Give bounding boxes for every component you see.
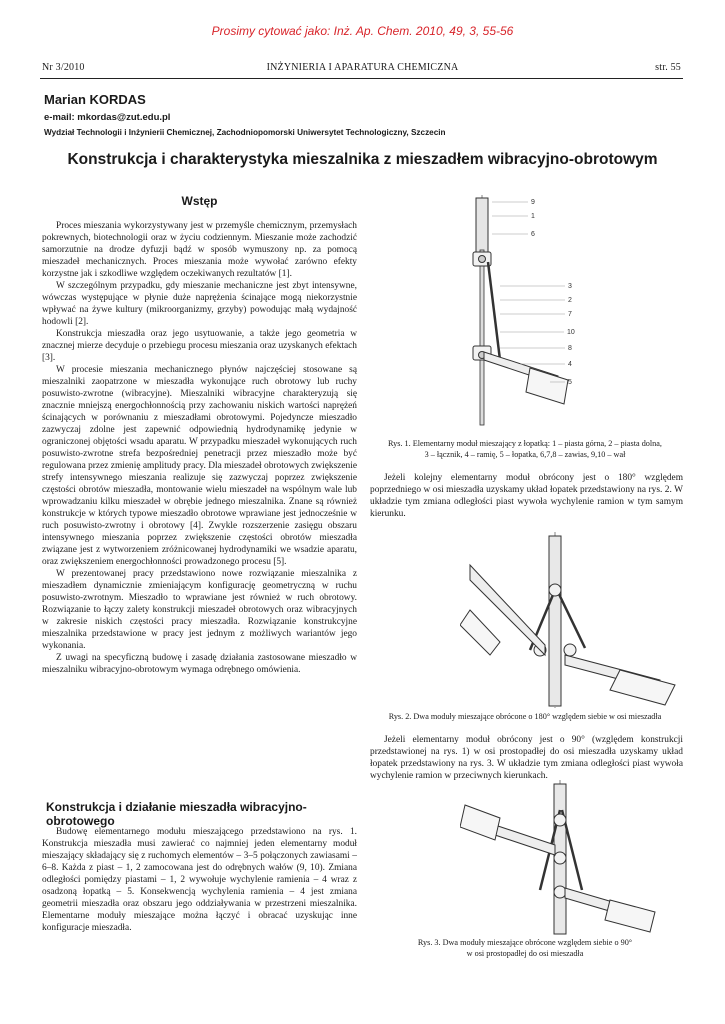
author-name: Marian KORDAS — [44, 92, 146, 107]
section2-body — [42, 826, 357, 934]
author-affiliation: Wydział Technologii i Inżynierii Chemicznej, Zachodniopomorski Uniwersytet Technologiczny, Szczecin — [44, 128, 446, 137]
right-paragraph-2 — [370, 734, 683, 782]
intro-paragraph: W szczególnym przypadku, gdy mieszanie mechaniczne jest zbyt intensywne, wówczas występujące w płynie duże naprężenia ścinające mogą niekorzystnie wpływać na żywe kultury (mikroorganizmy, grzyby) powodując małą wydajność hodowli [2]. — [42, 281, 357, 327]
fig1-label: 7 — [568, 311, 572, 318]
right-paragraph-text: Jeżeli kolejny elementarny moduł obrócony jest o 180° względem poprzedniego w osi mieszadła uzyskamy układ łopatek przedstawiony na rys. 2. W układzie tym zmiana odległości piast wywoła wychylenie ramion w tym samym kierunku. — [370, 473, 683, 519]
figure1-mixer-module — [440, 190, 590, 430]
figure1-caption-line: Rys. 1. Elementarny moduł mieszający z łopatką: 1 – piasta górna, 2 – piasta dolna, — [388, 439, 662, 448]
intro-heading: Wstęp — [181, 194, 218, 208]
intro-paragraph: Z uwagi na specyficzną budowę i zasadę działania zastosowane mieszadło w mieszalniku wibracyjno-obrotowym wymaga odrębnego omówienia. — [42, 653, 357, 675]
journal-name: INŻYNIERIA I APARATURA CHEMICZNA — [266, 62, 459, 73]
figure2-two-modules-180 — [460, 530, 680, 710]
issue-number: Nr 3/2010 — [42, 62, 85, 73]
author-email: e-mail: mkordas@zut.edu.pl — [44, 112, 171, 123]
fig1-label: 5 — [568, 379, 572, 386]
figure3-caption — [366, 938, 684, 959]
page-number: str. 55 — [655, 62, 681, 73]
citation-note: Prosimy cytować jako: Inż. Ap. Chem. 2010, 49, 3, 55-56 — [211, 24, 514, 38]
fig1-label: 9 — [531, 199, 535, 206]
intro-body — [42, 220, 357, 676]
section2-paragraph: Budowę elementarnego modułu mieszającego przedstawiono na rys. 1. Konstrukcja mieszadła musi zawierać co najmniej jeden elementarny moduł mieszający składający się z ruchomych elementów – 3–5 połączonych zawiasami – 6–8. Każda z piast – 1, 2 zamocowana jest do odrębnych wałów (9, 10). Zmiana odległości pomiędzy piastami – 1, 2 wywołuje wychylenie ramienia – 4 wraz z osadzoną łopatką – 5. Konsekwencją wychylenia ramienia – 4 jest zmiana geometrii mieszadła oraz obszaru jego oddziaływania w przestrzeni mieszalnika. Elementarne moduły mieszające można łączyć i obracać uzyskując inne konfiguracje mieszadła. — [42, 827, 357, 933]
figure3-two-modules-90 — [460, 780, 660, 935]
intro-paragraph: Konstrukcja mieszadła oraz jego usytuowanie, a także jego geometria w znacznej mierze decyduje o przebiegu procesu mieszania oraz uzyskanych efektach [3]. — [42, 329, 357, 363]
fig1-label: 4 — [568, 361, 572, 368]
fig1-label: 8 — [568, 345, 572, 352]
figure3-caption-line: Rys. 3. Dwa moduły mieszające obrócone względem siebie o 90° — [417, 938, 633, 947]
intro-paragraph: W prezentowanej pracy przedstawiono nowe rozwiązanie mieszalnika z mieszadłem dynamicznie zmieniającym konfigurację geometryczną w ruchu posuwisto-zwrotnym. Mieszadło to wprawiane jest również w ruch obrotowy. Rozwiązanie to łączy zalety konstrukcji mieszadeł obrotowych oraz wibracyjnych w zakresie niskich częstości pracy mieszadła. Rozwiązanie konstrukcyjne mieszalnika przedstawione w pracy jest jednym z możliwych wariantów jego wykonania. — [42, 569, 357, 651]
section2-heading: Konstrukcja i działanie mieszadła wibracyjno-obrotowego — [46, 800, 307, 828]
fig1-label: 1 — [531, 213, 535, 220]
figure3-caption-line: w osi prostopadłej do osi mieszadła — [466, 948, 584, 958]
fig1-label: 6 — [531, 231, 535, 238]
fig1-label: 3 — [568, 283, 572, 290]
header-rule — [40, 78, 683, 79]
fig1-label: 10 — [567, 329, 575, 336]
fig1-label: 2 — [568, 297, 572, 304]
intro-paragraph: W procesie mieszania mechanicznego płynów najczęściej stosowane są mieszalniki zaopatrzone w mieszadła wykonujące ruch obrotowy lub ruchy posuwisto-zwrotne (wibracyjne). Mieszalniki wibracyjne charakteryzują się znacznie mniejszą energochłonnością przy zachowaniu niskich wartości naprężeń ścinających w porównaniu z mieszadłami obrotowymi. Pojedyncze mieszadło zazwyczaj zdolne jest zapewnić odpowiednią hydrodynamikę jedynie w ograniczonej objętości wsadu aparatu. W przypadku mieszadeł wykonujących ruch posuwisto-zwrotne strefa bezpośredniej penetracji przez mieszadło może być regulowana przez zmienię amplitudy pracy. Dla mieszadeł obrotowych zwiększenie strefy intensywnego mieszania realizuje się zazwyczaj poprzez zwiększenie częstości obrotów mieszadła, montowanie wielu mieszadeł na wspólnym wale lub wprowadzaniu kilku mieszadeł w obrębie jednego mieszalnika. Znane są również konstrukcje w których typowe mieszadło obrotowe wprawiane jest jednocześnie w ruch posuwisto-zwrotny i obrotowy [4]. Zwykle rozszerzenie zasięgu obszaru intensywnego mieszania poprzez zwiększenie częstości obrotów mieszadła związane jest z wytworzeniem zróżnicowanej hydrodynamiki we wsadzie aparatu, oraz zwiększeniem energochłonności prowadzonego procesu [5]. — [42, 365, 357, 567]
figure1-caption-line: 3 – łącznik, 4 – ramię, 5 – łopatka, 6,7,8 – zawias, 9,10 – wał — [424, 449, 626, 459]
figure1-caption — [366, 439, 684, 460]
right-paragraph-text: Jeżeli elementarny moduł obrócony jest o 90° (względem konstrukcji przedstawionej na rys. 1) w osi prostopadłej do osi mieszadła uzyskamy układ łopatek przedstawiony na rys. 3. W układzie tym zmiana odległości piast wywoła wychylenie ramion w przeciwnych kierunkach. — [370, 735, 683, 781]
paper-title: Konstrukcja i charakterystyka mieszalnika z mieszadłem wibracyjno-obrotowym — [67, 151, 658, 168]
intro-paragraph: Proces mieszania wykorzystywany jest w przemyśle chemicznym, przemysłach pokrewnych, biotechnologii oraz w życiu codziennym. Mieszanie może zachodzić samorzutnie na drodze dyfuzji bądź w sposób wymuszony np. za pomocą mieszadeł mechanicznych. Proces mieszania może wywołać zarówno efekty korzystne jak i szkodliwe względem oczekiwanych rezultatów [1]. — [42, 221, 357, 279]
right-paragraph-1 — [370, 472, 683, 520]
figure2-caption: Rys. 2. Dwa moduły mieszające obrócone o 180° względem siebie w osi mieszadła — [388, 712, 662, 721]
